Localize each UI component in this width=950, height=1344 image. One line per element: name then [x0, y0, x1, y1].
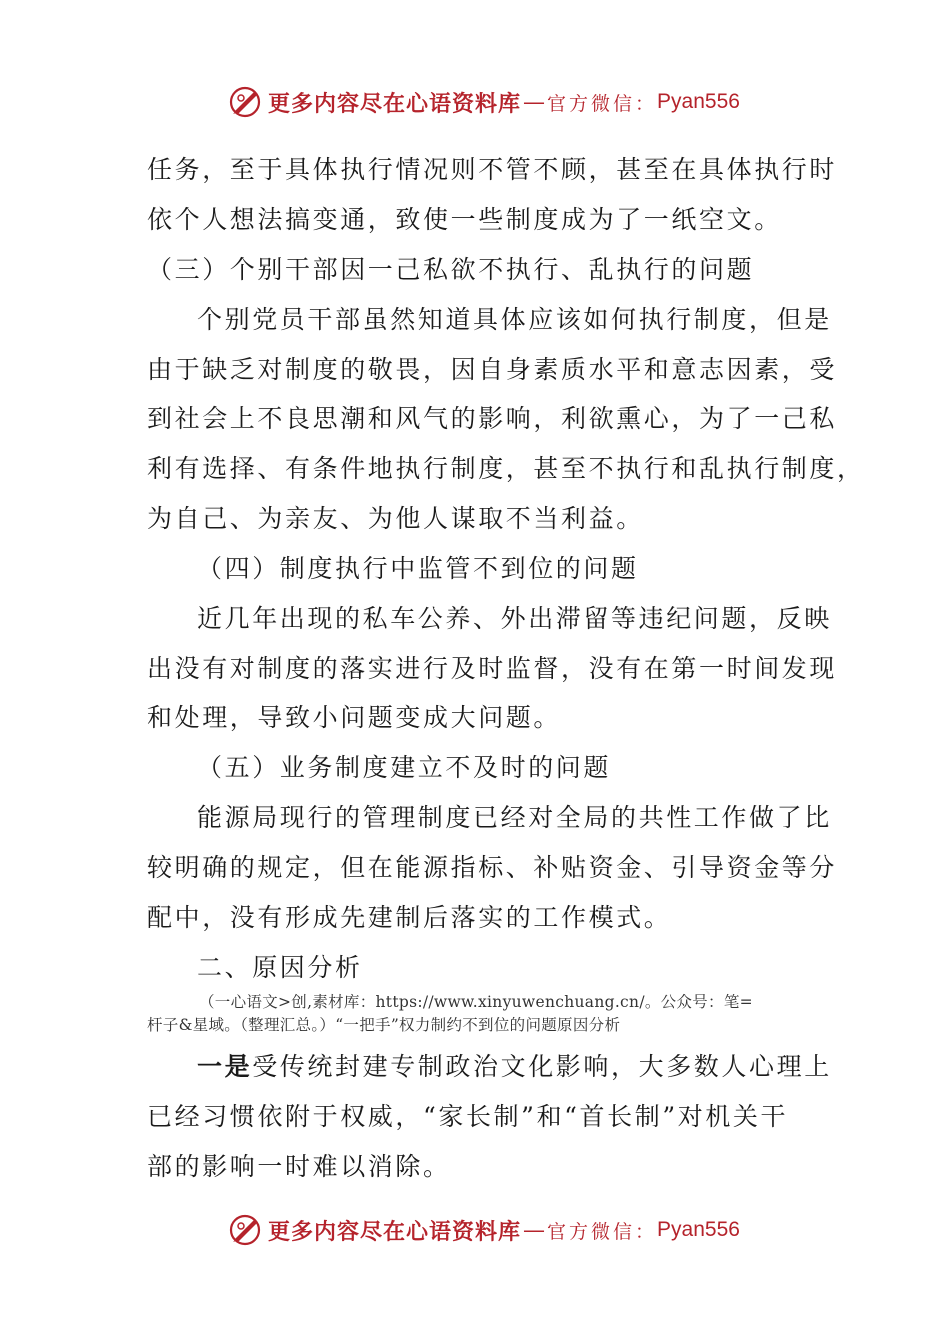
banner-main-text: 更多内容尽在心语资料库	[268, 1218, 522, 1245]
text-line: 部的影响一时难以消除。	[147, 1152, 451, 1181]
banner-wechat-id: Pyan556	[657, 90, 740, 113]
section-heading: 二、原因分析	[197, 953, 363, 982]
emphasis-lead: 一是	[197, 1052, 253, 1081]
banner-main-text: 更多内容尽在心语资料库	[268, 90, 522, 117]
watermark-banner-bottom	[228, 1212, 740, 1248]
text-line: 和处理，导致小问题变成大问题。	[147, 703, 562, 732]
note-line: 杆子&星域。（整理汇总。）“一把手”权力制约不到位的问题原因分析	[147, 1016, 621, 1034]
section-heading: （三）个别干部因一己私欲不执行、乱执行的问题	[147, 255, 755, 284]
text-line: 依个人想法搞变通，致使一些制度成为了一纸空文。	[147, 205, 782, 234]
text-line: 配中，没有形成先建制后落实的工作模式。	[147, 903, 672, 932]
banner-dash: —	[523, 89, 546, 115]
note-line: （一心语文>创,素材库：https://www.xinyuwenchuang.cn/。公众号：笔=	[199, 993, 753, 1011]
text-line: 出没有对制度的落实进行及时监督，没有在第一时间发现	[147, 654, 838, 683]
text-line: 近几年出现的私车公养、外出滞留等违纪问题，反映	[197, 604, 832, 633]
banner-wechat-id: Pyan556	[657, 1218, 740, 1241]
text-line: 为自己、为亲友、为他人谋取不当利益。	[147, 504, 644, 533]
text-line: 个别党员干部虽然知道具体应该如何执行制度，但是	[197, 305, 832, 334]
banner-sub-text: 官方微信：	[547, 92, 658, 115]
text-line: 能源局现行的管理制度已经对全局的共性工作做了比	[197, 803, 832, 832]
text-line: 由于缺乏对制度的敬畏，因自身素质水平和意志因素，受	[147, 355, 838, 384]
banner-sub-text: 官方微信：	[547, 1220, 658, 1243]
text-line	[197, 1049, 832, 1085]
text-line: 已经习惯依附于权威，“家长制”和“首长制”对机关干	[147, 1102, 789, 1131]
section-heading: （五）业务制度建立不及时的问题	[197, 753, 612, 782]
section-heading: （四）制度执行中监管不到位的问题	[197, 554, 639, 583]
pen-logo-icon	[228, 85, 262, 119]
banner-dash: —	[523, 1217, 546, 1243]
watermark-banner-top	[228, 84, 740, 120]
text-span: 受传统封建专制政治文化影响，大多数人心理上	[252, 1052, 832, 1081]
text-line: 利有选择、有条件地执行制度，甚至不执行和乱执行制度，	[147, 454, 865, 483]
text-line: 任务，至于具体执行情况则不管不顾，甚至在具体执行时	[147, 155, 838, 184]
text-line: 较明确的规定，但在能源指标、补贴资金、引导资金等分	[147, 853, 838, 882]
pen-logo-icon	[228, 1213, 262, 1247]
text-line: 到社会上不良思潮和风气的影响，利欲熏心，为了一己私	[147, 404, 838, 433]
